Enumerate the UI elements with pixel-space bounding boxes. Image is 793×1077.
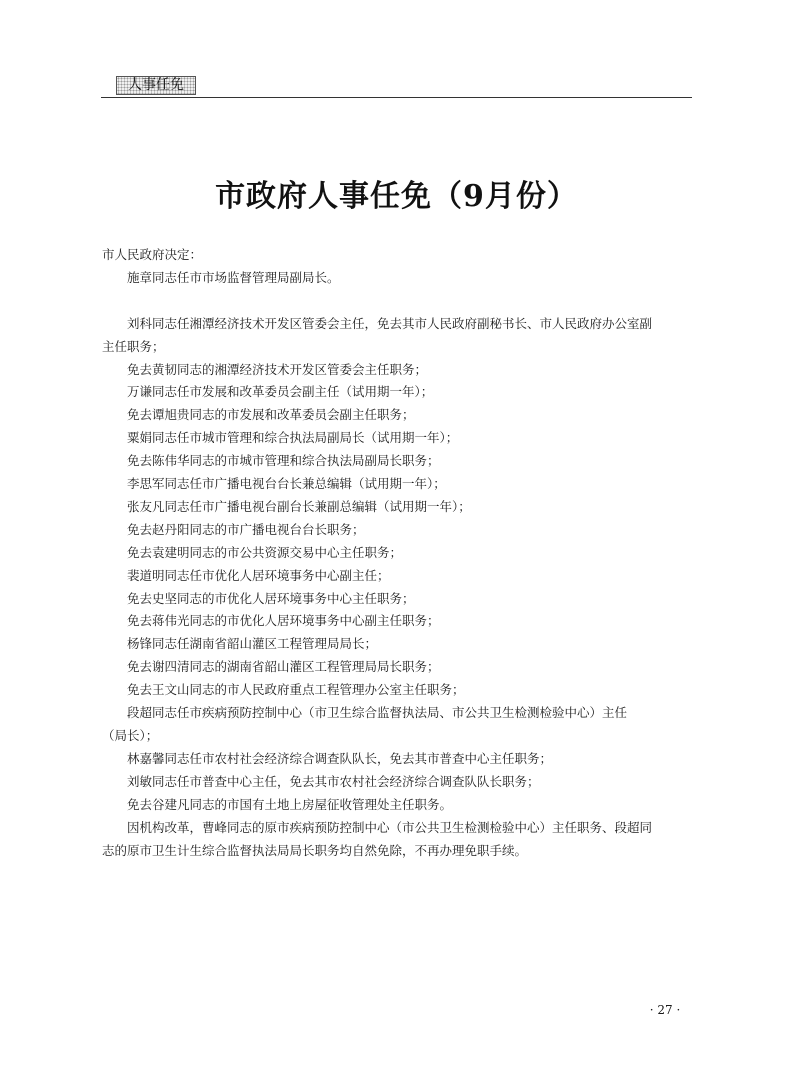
paragraph-continuation: 志的原市卫生计生综合监督执法局局长职务均自然免除，不再办理免职手续。 bbox=[102, 842, 528, 858]
paragraph: 因机构改革，曹峰同志的原市疾病预防控制中心（市公共卫生检测检验中心）主任职务、段超同 bbox=[127, 819, 653, 835]
paragraph: 刘科同志任湘潭经济技术开发区管委会主任，免去其市人民政府副秘书长、市人民政府办公室副 bbox=[127, 315, 653, 331]
paragraph: 免去谷建凡同志的市国有土地上房屋征收管理处主任职务。 bbox=[127, 796, 453, 812]
paragraph: 免去蒋伟光同志的市优化人居环境事务中心副主任职务； bbox=[127, 613, 440, 629]
section-tag: 人事任免 bbox=[116, 76, 196, 95]
paragraph: 裴道明同志任市优化人居环境事务中心副主任； bbox=[127, 567, 390, 583]
paragraph: 张友凡同志任市广播电视台副台长兼副总编辑（试用期一年）； bbox=[127, 498, 471, 514]
header-divider bbox=[101, 97, 692, 98]
paragraph: 施章同志任市市场监督管理局副局长。 bbox=[127, 269, 340, 285]
paragraph: 免去黄韧同志的湘潭经济技术开发区管委会主任职务； bbox=[127, 361, 428, 377]
paragraph-gap bbox=[102, 290, 692, 313]
paragraph: 免去赵丹阳同志的市广播电视台台长职务； bbox=[127, 521, 365, 537]
paragraph: 万谦同志任市发展和改革委员会副主任（试用期一年）； bbox=[127, 384, 434, 400]
paragraph: 李思军同志任市广播电视台台长兼总编辑（试用期一年）； bbox=[127, 476, 446, 492]
document-body bbox=[102, 244, 692, 862]
paragraph: 免去袁建明同志的市公共资源交易中心主任职务； bbox=[127, 544, 403, 560]
paragraph-continuation: （局长）； bbox=[102, 728, 159, 744]
paragraph: 刘敏同志任市普查中心主任，免去其市农村社会经济综合调查队队长职务； bbox=[127, 773, 540, 789]
paragraph: 林嘉馨同志任市农村社会经济综合调查队队长，免去其市普查中心主任职务； bbox=[127, 750, 553, 766]
decision-intro: 市人民政府决定： bbox=[102, 247, 203, 262]
paragraph: 杨锋同志任湖南省韶山灌区工程管理局局长； bbox=[127, 636, 378, 652]
paragraph: 粟娟同志任市城市管理和综合执法局副局长（试用期一年）； bbox=[127, 430, 459, 446]
paragraph: 免去陈伟华同志的市城市管理和综合执法局副局长职务； bbox=[127, 453, 440, 469]
paragraph: 免去谭旭贵同志的市发展和改革委员会副主任职务； bbox=[127, 407, 415, 423]
paragraph-continuation: 主任职务； bbox=[102, 338, 165, 354]
page-number: · 27 · bbox=[649, 1003, 681, 1017]
paragraph: 免去史坚同志的市优化人居环境事务中心主任职务； bbox=[127, 590, 415, 606]
paragraph: 免去王文山同志的市人民政府重点工程管理办公室主任职务； bbox=[127, 682, 465, 698]
page-title: 市政府人事任免（9月份） bbox=[215, 179, 578, 214]
paragraph: 段超同志任市疾病预防控制中心（市卫生综合监督执法局、市公共卫生检测检验中心）主任 bbox=[127, 705, 628, 721]
paragraph: 免去谢四清同志的湖南省韶山灌区工程管理局局长职务； bbox=[127, 659, 440, 675]
